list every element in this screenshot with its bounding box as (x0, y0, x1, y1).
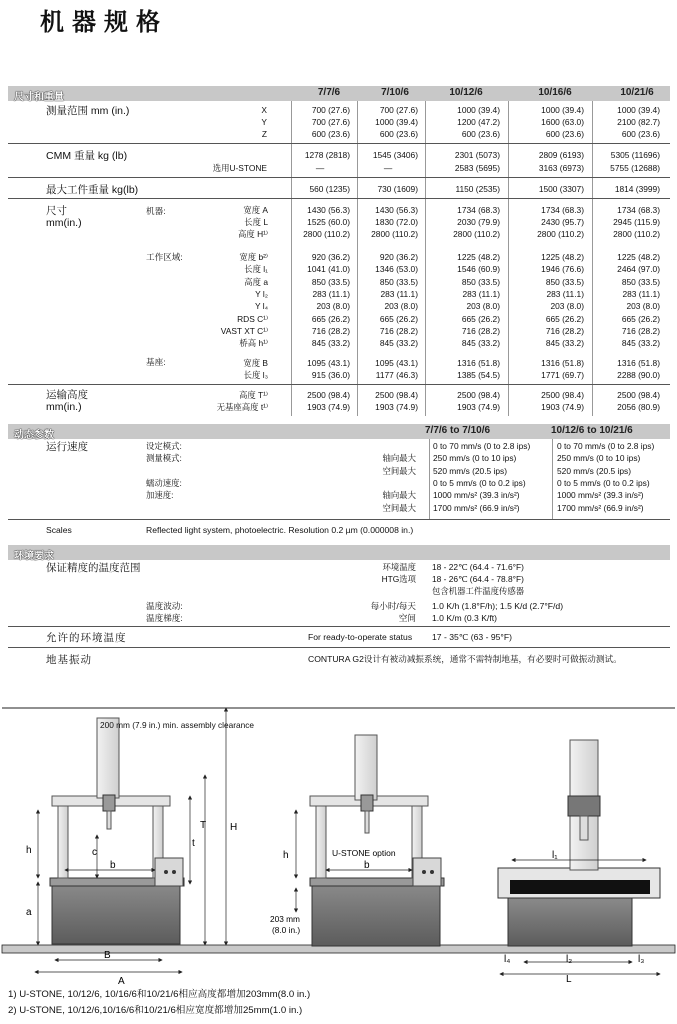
row-divider (8, 177, 670, 178)
table-cell: 2800 (110.2) (453, 229, 500, 239)
dim-b: b (110, 860, 116, 871)
table-cell: 1903 (74.9) (375, 402, 418, 412)
vibration-label: 地基振动 (46, 654, 92, 666)
fluctuation-value: 1.0 K/h (1.8°F/h); 1.5 K/d (2.7°F/d) (432, 601, 564, 611)
table-cell: 845 (33.2) (545, 338, 584, 349)
table-cell: 1000 mm/s² (39.3 in/s²) (433, 490, 520, 501)
table-cell: 2500 (98.4) (457, 390, 500, 400)
machine-front-view (50, 718, 184, 944)
table-cell: 2301 (5073) (454, 150, 500, 160)
transport-height-label: 运输高度 (46, 389, 88, 401)
table-cell: 2800 (110.2) (303, 229, 350, 239)
table-cell: 1830 (72.0) (375, 217, 418, 227)
table-cell: 3163 (6973) (538, 163, 584, 173)
dim-h: h (26, 845, 32, 856)
row-divider (8, 143, 670, 144)
param-label: 测量模式: (146, 453, 182, 464)
footnote-1: 1) U-STONE, 10/12/6, 10/16/6和10/21/6相应高度都增加203mm(8.0 in.) (8, 989, 311, 1000)
dim-l4: l₄ (504, 954, 511, 965)
table-cell: 1000 (39.4) (457, 105, 500, 115)
gradient-condition: 空间 (398, 613, 416, 623)
axis-label: X (261, 105, 267, 115)
table-cell: 1903 (74.9) (541, 402, 584, 412)
dim-T: T (200, 820, 207, 831)
column-divider (425, 101, 426, 416)
dim-B: B (104, 950, 111, 961)
table-cell: 18 - 22℃ (64.4 - 71.6°F) (432, 562, 524, 572)
row-divider (8, 384, 670, 385)
table-cell: 700 (27.6) (379, 105, 418, 115)
table-cell: 1814 (3999) (614, 184, 660, 194)
section-title-environment: 环境要求 (14, 551, 54, 562)
table-cell: 包含机器工件温度传感器 (432, 586, 525, 596)
measuring-range-label: 测量范围 mm (in.) (46, 105, 130, 117)
dynamics-column-1: 7/7/6 to 7/10/6 (425, 425, 491, 436)
table-cell: 716 (28.2) (379, 325, 418, 336)
table-cell: 920 (36.2) (379, 252, 418, 262)
row-name-label: 高度 a (244, 276, 268, 287)
table-cell: 1385 (54.5) (457, 370, 500, 380)
table-cell: 665 (26.2) (621, 313, 660, 324)
section-band-environment (8, 545, 670, 560)
row-name-label: VAST XT C¹⁾ (220, 325, 268, 336)
row-name-label: 桥高 h¹⁾ (239, 338, 268, 349)
fluctuation-condition: 每小时/每天 (370, 601, 416, 611)
table-cell: 1200 (47.2) (457, 117, 500, 127)
size-label: 尺寸 (46, 205, 67, 217)
table-cell: 1095 (43.1) (307, 358, 350, 368)
transport-height-unit: mm(in.) (46, 401, 82, 413)
column-header-5: 10/21/6 (620, 87, 654, 98)
row-name-label: 宽度 B (243, 358, 268, 368)
axis-label: Y (261, 117, 267, 127)
table-cell: 520 mm/s (20.5 ips) (433, 465, 508, 476)
scales-value: Reflected light system, photoelectric. Resolution 0.2 µm (0.000008 in.) (146, 525, 414, 535)
ustone-label: U-STONE option (332, 848, 396, 858)
table-cell: 2809 (6193) (538, 150, 584, 160)
row-divider (8, 647, 670, 648)
table-cell: 1546 (60.9) (457, 264, 500, 275)
cmm-weight-label: CMM 重量 kg (lb) (46, 150, 128, 162)
table-cell: 2800 (110.2) (371, 229, 418, 239)
column-header-2: 7/10/6 (381, 87, 409, 98)
table-cell: 1316 (51.8) (617, 358, 660, 368)
table-cell: 1545 (3406) (372, 150, 418, 160)
table-cell: 1430 (56.3) (375, 205, 418, 215)
table-cell: 520 mm/s (20.5 ips) (557, 465, 632, 476)
table-cell: 1903 (74.9) (457, 402, 500, 412)
allowed-temp-label: 允许的环境温度 (46, 632, 127, 644)
table-cell: 2500 (98.4) (375, 390, 418, 400)
param-label: 设定模式: (146, 441, 182, 451)
row-name-label: 宽度 A (243, 205, 268, 215)
table-cell: 1734 (68.3) (617, 205, 660, 215)
table-cell: 1734 (68.3) (541, 205, 584, 215)
row-sub-label: 选用U-STONE (212, 163, 267, 173)
condition-label: HTG选项 (381, 574, 416, 584)
footnote-2: 2) U-STONE, 10/12/6,10/16/6和10/21/6相应宽度都增加25mm(1.0 in.) (8, 1005, 303, 1016)
column-divider (552, 439, 553, 519)
table-cell: 1000 (39.4) (375, 117, 418, 127)
column-header-3: 10/12/6 (449, 87, 483, 98)
dim-l2: l₂ (566, 954, 573, 965)
table-cell: 203 (8.0) (550, 301, 584, 312)
table-cell: 716 (28.2) (621, 325, 660, 336)
table-cell: 1734 (68.3) (457, 205, 500, 215)
table-cell: 1903 (74.9) (307, 402, 350, 412)
table-cell: 845 (33.2) (461, 338, 500, 349)
table-cell: 1316 (51.8) (457, 358, 500, 368)
row-name-label: 长度 L (244, 217, 268, 227)
dim-l3: l₃ (638, 954, 645, 965)
section-title-dynamics: 动态参数 (14, 430, 54, 441)
table-cell: 2800 (110.2) (537, 229, 584, 239)
table-cell: 5305 (11696) (610, 150, 660, 160)
table-cell: 2800 (110.2) (613, 229, 660, 239)
row-name-label: 无基座高度 t¹⁾ (216, 402, 268, 412)
row-divider (8, 626, 670, 627)
gradient-value: 1.0 K/m (0.3 K/ft) (432, 613, 497, 623)
dim-A: A (118, 976, 125, 985)
table-cell: 716 (28.2) (461, 325, 500, 336)
table-cell: 283 (11.1) (380, 288, 418, 299)
table-cell: 560 (1235) (309, 184, 350, 194)
table-cell: 2100 (82.7) (617, 117, 660, 127)
table-cell: 0 to 70 mm/s (0 to 2.8 ips) (433, 441, 531, 451)
table-cell: 845 (33.2) (311, 338, 350, 349)
row-name-label: Y l₂ (255, 288, 268, 299)
allowed-temp-value: 17 - 35℃ (63 - 95°F) (432, 632, 512, 642)
table-cell: 283 (11.1) (462, 288, 500, 299)
table-cell: 1946 (76.6) (541, 264, 584, 275)
table-cell: 1600 (63.0) (541, 117, 584, 127)
table-cell: 1700 mm/s² (66.9 in/s²) (433, 502, 520, 513)
dim-l1: l₁ (552, 850, 558, 861)
page-title: 机器规格 (40, 8, 168, 36)
table-cell: 716 (28.2) (545, 325, 584, 336)
table-cell: 5755 (12688) (610, 163, 660, 173)
table-cell: 1430 (56.3) (307, 205, 350, 215)
table-cell: 18 - 26℃ (64.4 - 78.8°F) (432, 574, 524, 584)
machine-ustone-view (310, 735, 444, 946)
dim-t: t (192, 838, 195, 849)
speed-label: 运行速度 (46, 441, 88, 453)
param-label: 加速度: (146, 490, 174, 501)
row-name-label: 高度 T¹⁾ (238, 390, 268, 400)
table-cell: 2288 (90.0) (617, 370, 660, 380)
table-cell: 203 (8.0) (466, 301, 500, 312)
table-cell: 0 to 5 mm/s (0 to 0.2 ips) (433, 477, 526, 488)
table-cell: 1278 (2818) (304, 150, 350, 160)
table-cell: 665 (26.2) (379, 313, 418, 324)
table-cell: 920 (36.2) (311, 252, 350, 262)
table-cell: 1095 (43.1) (375, 358, 418, 368)
condition-label: 空间最大 (382, 465, 416, 476)
base-label: 基座: (146, 357, 166, 367)
allowed-temp-condition: For ready-to-operate status (308, 632, 413, 642)
table-cell: 1000 (39.4) (617, 105, 660, 115)
table-cell: 1225 (48.2) (457, 252, 500, 262)
row-divider (8, 198, 670, 199)
ustone-in-label: (8.0 in.) (272, 925, 301, 935)
row-name-label: 长度 l₁ (244, 264, 268, 275)
table-cell: 600 (23.6) (621, 129, 660, 139)
table-cell: 850 (33.5) (379, 276, 418, 287)
row-name-label: 高度 H¹⁾ (238, 229, 268, 239)
condition-label: 空间最大 (382, 502, 416, 513)
ustone-mm-label: 203 mm (270, 914, 300, 924)
table-cell: 2500 (98.4) (617, 390, 660, 400)
table-cell: 1225 (48.2) (617, 252, 660, 262)
table-cell: 1150 (2535) (455, 184, 500, 194)
table-cell: 600 (23.6) (545, 129, 584, 139)
table-cell: 2030 (79.9) (457, 217, 500, 227)
condition-label: 环境温度 (382, 562, 416, 572)
table-cell: 2464 (97.0) (617, 264, 660, 275)
temp-range-label: 保证精度的温度范围 (46, 562, 141, 574)
table-cell: 665 (26.2) (545, 313, 584, 324)
table-cell: 1346 (53.0) (375, 264, 418, 275)
table-cell: 2430 (95.7) (541, 217, 584, 227)
table-cell: 2056 (80.9) (617, 402, 660, 412)
column-divider (429, 439, 430, 519)
condition-label: 轴向最大 (382, 453, 416, 464)
dim-H: H (230, 822, 238, 833)
column-divider (508, 101, 509, 416)
max-workpiece-label: 最大工件重量 kg(lb) (46, 184, 139, 196)
table-cell: 845 (33.2) (621, 338, 660, 349)
table-cell: 700 (27.6) (311, 105, 350, 115)
column-header-4: 10/16/6 (538, 87, 572, 98)
clearance-label: 200 mm (7.9 in.) min. assembly clearance (100, 720, 255, 730)
axis-label: Z (261, 129, 267, 139)
table-cell: 283 (11.1) (546, 288, 584, 299)
table-cell: 2583 (5695) (454, 163, 500, 173)
row-name-label: RDS C¹⁾ (237, 313, 268, 324)
table-cell: 250 mm/s (0 to 10 ips) (433, 453, 517, 464)
table-cell: 2500 (98.4) (307, 390, 350, 400)
row-name-label: 长度 l₃ (243, 370, 268, 380)
table-cell: 1041 (41.0) (307, 264, 350, 275)
table-cell: 1177 (46.3) (375, 370, 418, 380)
table-cell: 283 (11.1) (312, 288, 350, 299)
scales-label: Scales (46, 525, 72, 535)
table-cell: 850 (33.5) (545, 276, 584, 287)
machine-side-view (498, 740, 660, 946)
table-cell: 1000 (39.4) (541, 105, 584, 115)
section-title-dimensions: 尺寸和重量 (14, 92, 64, 103)
work-area-label: 工作区域: (146, 252, 183, 262)
table-cell: 850 (33.5) (461, 276, 500, 287)
table-cell: — (315, 163, 325, 173)
table-cell: 1000 mm/s² (39.3 in/s²) (557, 490, 644, 501)
dim-L: L (566, 974, 572, 985)
machine-dimension-diagram (0, 700, 677, 985)
dim-c: c (92, 847, 97, 858)
table-cell: 1500 (3307) (538, 184, 584, 194)
table-cell: 203 (8.0) (626, 301, 660, 312)
fluctuation-label: 温度波动: (146, 601, 183, 611)
table-cell: 2500 (98.4) (541, 390, 584, 400)
dim-b-ustone: b (364, 860, 370, 871)
table-cell: 250 mm/s (0 to 10 ips) (557, 453, 641, 464)
machine-label: 机器: (146, 206, 166, 216)
table-cell: 665 (26.2) (311, 313, 350, 324)
table-cell: 1700 mm/s² (66.9 in/s²) (557, 502, 644, 513)
table-cell: 203 (8.0) (316, 301, 350, 312)
gradient-label: 温度梯度: (146, 613, 183, 623)
table-cell: 283 (11.1) (622, 288, 660, 299)
row-divider (8, 519, 670, 520)
table-cell: 0 to 70 mm/s (0 to 2.8 ips) (557, 441, 655, 451)
table-cell: 915 (36.0) (311, 370, 350, 380)
table-cell: 1225 (48.2) (541, 252, 584, 262)
vibration-value: CONTURA G2设计有被动减振系统，通常不需特制地基，有必要时可做振动测试。 (308, 654, 622, 664)
table-cell: 1771 (69.7) (541, 370, 584, 380)
table-cell: 845 (33.2) (379, 338, 418, 349)
dim-a: a (26, 907, 32, 918)
row-name-label: 宽度 b²⁾ (239, 252, 268, 262)
size-unit-label: mm(in.) (46, 217, 82, 229)
table-cell: 0 to 5 mm/s (0 to 0.2 ips) (557, 477, 650, 488)
table-cell: 700 (27.6) (311, 117, 350, 127)
table-cell: 850 (33.5) (311, 276, 350, 287)
table-cell: 1316 (51.8) (541, 358, 584, 368)
table-cell: 1525 (60.0) (307, 217, 350, 227)
condition-label: 轴向最大 (382, 490, 416, 501)
table-cell: 600 (23.6) (379, 129, 418, 139)
table-cell: 600 (23.6) (461, 129, 500, 139)
param-label: 蠕动速度: (146, 477, 182, 488)
dim-h-ustone: h (283, 850, 289, 861)
table-cell: — (383, 163, 393, 173)
column-header-1: 7/7/6 (317, 87, 341, 98)
table-cell: 716 (28.2) (311, 325, 350, 336)
table-cell: 2945 (115.9) (613, 217, 660, 227)
table-cell: 665 (26.2) (461, 313, 500, 324)
table-cell: 850 (33.5) (621, 276, 660, 287)
table-cell: 203 (8.0) (384, 301, 418, 312)
dynamics-column-2: 10/12/6 to 10/21/6 (551, 425, 633, 436)
table-cell: 600 (23.6) (311, 129, 350, 139)
table-cell: 730 (1609) (377, 184, 418, 194)
row-name-label: Y l₄ (254, 301, 268, 312)
